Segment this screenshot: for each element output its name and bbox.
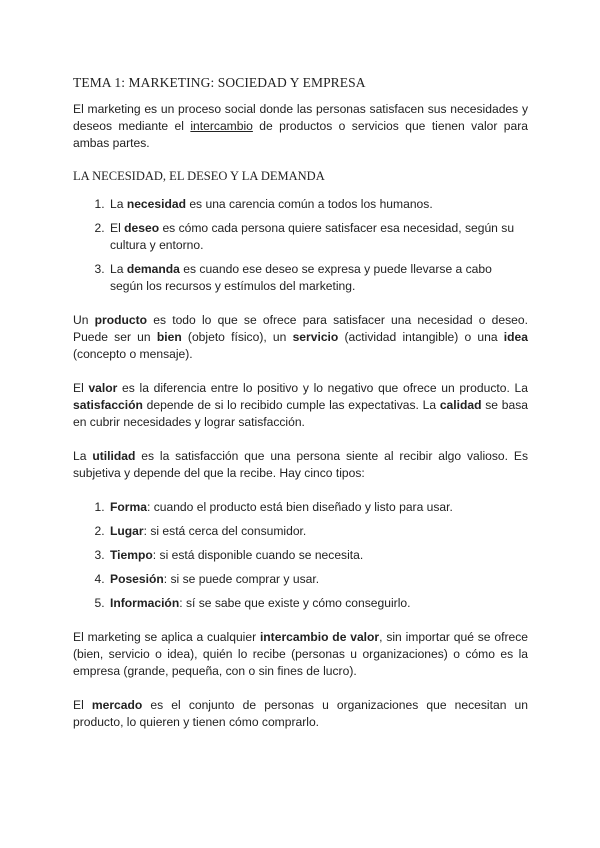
term-tiempo: Tiempo [110, 548, 153, 562]
utility-list [73, 499, 528, 612]
term-mercado: mercado [91, 698, 143, 712]
term-forma: Forma [110, 500, 147, 514]
term-utilidad: utilidad [92, 449, 136, 463]
producto-paragraph: Un producto es todo lo que se ofrece para satisfacer una necesidad o deseo. Puede ser un bien (objeto físico), un servicio (actividad intangible) o una idea (concepto o mensaje). [73, 313, 528, 361]
term-calidad: calidad [439, 398, 482, 412]
list-item: 2. Lugar: si está cerca del consumidor. [108, 523, 528, 540]
mercado-paragraph: El mercado es el conjunto de personas u organizaciones que necesitan un producto, lo quieren y tienen cómo comprarlo. [73, 698, 528, 729]
term-idea: idea [503, 330, 528, 344]
term-necesidad: necesidad [126, 197, 186, 211]
term-informacion: Información [110, 596, 180, 610]
list-item: 1. Forma: cuando el producto está bien diseñado y listo para usar. [108, 499, 528, 516]
list-item: 1. La necesidad es una carencia común a todos los humanos. [108, 196, 528, 213]
intro-paragraph [73, 101, 528, 152]
list-item: 3. La demanda es cuando ese deseo se expresa y puede llevarse a cabo según los recursos y estímulos del marketing. [108, 261, 528, 295]
term-producto: producto [94, 313, 148, 327]
term-servicio: servicio [292, 330, 339, 344]
utilidad-paragraph: La utilidad es la satisfacción que una persona siente al recibir algo valioso. Es subjetiva y depende del que la recibe. Hay cinco tipos: [73, 449, 528, 480]
term-deseo: deseo [124, 221, 160, 235]
intro-text-1: El marketing es un proceso social donde las personas satisfacen sus necesidades y deseos mediante el [73, 102, 528, 133]
term-valor: valor [88, 381, 118, 395]
intro-text-2: de productos o servicios que tienen valor para ambas partes. [73, 119, 528, 150]
term-posesion: Posesión [110, 572, 164, 586]
section-heading: LA NECESIDAD, EL DESEO Y LA DEMANDA [73, 169, 325, 183]
intercambio-paragraph: El marketing se aplica a cualquier intercambio de valor, sin importar qué se ofrece (bien, servicio o idea), quién lo recibe (personas u organizaciones) o cómo es la empresa (grande, pequeña, con o sin fines de lucro). [73, 630, 528, 678]
term-satisfaccion: satisfacción [73, 398, 143, 412]
term-lugar: Lugar [110, 524, 144, 538]
intro-underlined-term: intercambio [190, 119, 253, 133]
term-intercambio-de-valor: intercambio de valor [259, 630, 380, 644]
list-item: 5. Información: sí se sabe que existe y cómo conseguirlo. [108, 595, 528, 612]
term-bien: bien [156, 330, 182, 344]
list-item: 4. Posesión: si se puede comprar y usar. [108, 571, 528, 588]
page-title: TEMA 1: MARKETING: SOCIEDAD Y EMPRESA [73, 75, 366, 90]
valor-paragraph: El valor es la diferencia entre lo positivo y lo negativo que ofrece un producto. La satisfacción depende de si lo recibido cumple las expectativas. La calidad se basa en cubrir necesidades y lograr satisfacción. [73, 381, 528, 429]
term-demanda: demanda [126, 262, 180, 276]
needs-list [73, 196, 528, 295]
list-item: 3. Tiempo: si está disponible cuando se necesita. [108, 547, 528, 564]
list-item: 2. El deseo es cómo cada persona quiere satisfacer esa necesidad, según su cultura y entorno. [108, 220, 528, 254]
document-content [73, 75, 528, 748]
